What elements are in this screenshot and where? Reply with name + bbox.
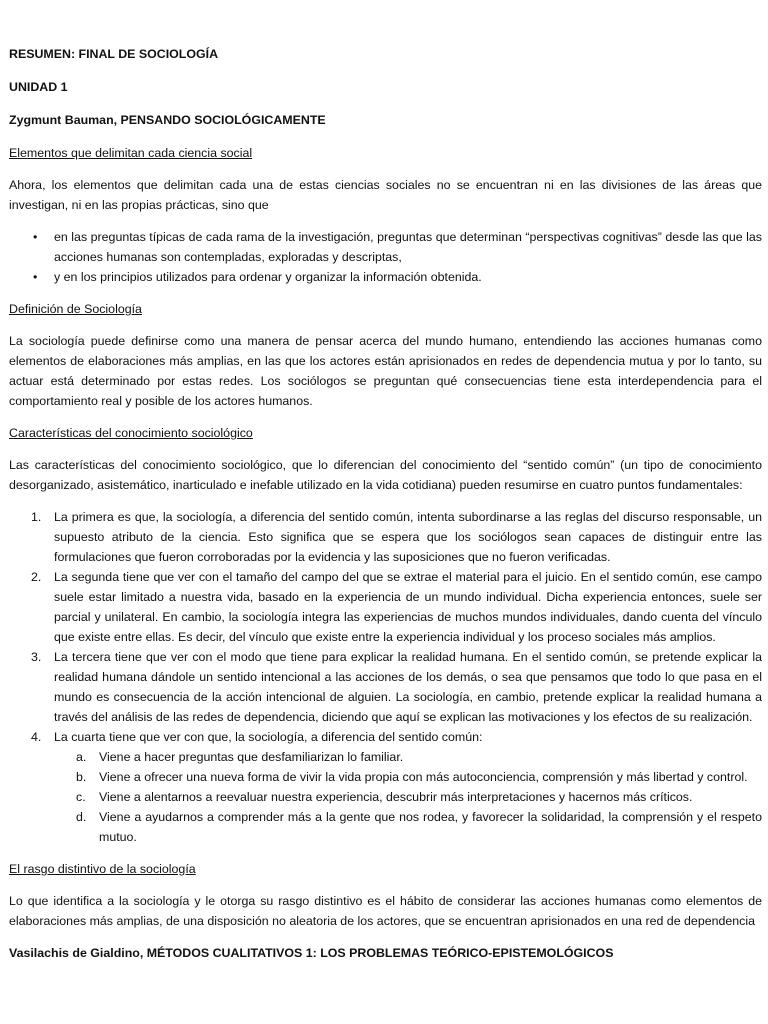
paragraph-caracteristicas-intro: Las características del conocimiento sociológico, que lo diferencian del conocimiento del “sentido común” (un tipo de conocimiento desorganizado, asistemático, inarticulado e inefable utilizado en la vida cotidiana) pueden resumirse en cuatro puntos fundamentales: — [9, 458, 762, 492]
section-heading-rasgo: El rasgo distintivo de la sociología — [9, 862, 196, 876]
sub-list-item-text: Viene a hacer preguntas que desfamiliarizan lo familiar. — [99, 750, 404, 764]
section-heading-elementos: Elementos que delimitan cada ciencia social — [9, 146, 253, 160]
sub-list-letter: d. — [76, 810, 87, 824]
numbered-list-caracteristicas — [9, 507, 762, 847]
unit-title: UNIDAD 1 — [9, 80, 68, 94]
list-item — [9, 647, 762, 727]
sub-list-item-text: Viene a ofrecer una nueva forma de vivir la vida propia con más autoconciencia, comprensión y más libertad y control. — [99, 770, 748, 784]
bullet-marker: • — [33, 270, 38, 284]
list-item — [9, 507, 762, 567]
bullet-list-elementos — [9, 227, 762, 287]
sub-list-item-text: Viene a alentarnos a reevaluar nuestra experiencia, descubrir más interpretaciones y hacernos más críticos. — [99, 790, 693, 804]
list-item-text: La primera es que, la sociología, a diferencia del sentido común, intenta subordinarse a las reglas del discurso responsable, un supuesto atributo de la ciencia. Esto significa que se espera que los sociólogos sean capaces de distinguir entre las formulaciones que fueron corroboradas por la evidencia y las suposiciones que no fueron verificadas. — [54, 510, 762, 564]
document-title: RESUMEN: FINAL DE SOCIOLOGÍA — [9, 47, 219, 61]
section-heading-caracteristicas: Características del conocimiento sociológico — [9, 426, 253, 440]
list-item — [9, 267, 762, 287]
sub-list-item-text: Viene a ayudarnos a comprender más a la gente que nos rodea, y favorecer la solidaridad, la comprensión y el respeto mutuo. — [99, 810, 762, 844]
list-item — [9, 567, 762, 647]
sub-list-item — [54, 807, 762, 847]
next-author-heading: Vasilachis de Gialdino, MÉTODOS CUALITATIVOS 1: LOS PROBLEMAS TEÓRICO-EPISTEMOLÓGICOS — [9, 946, 614, 960]
author-heading: Zygmunt Bauman, PENSANDO SOCIOLÓGICAMENTE — [9, 113, 326, 127]
section-heading-definicion: Definición de Sociología — [9, 302, 142, 316]
sub-list-item — [54, 787, 762, 807]
list-number: 1. — [31, 510, 42, 524]
paragraph-rasgo: Lo que identifica a la sociología y le otorga su rasgo distintivo es el hábito de considerar las acciones humanas como elementos de elaboraciones más amplias, de una disposición no aleatoria de los actores, que se encuentran aprisionados en una red de dependencia — [9, 894, 762, 928]
list-number: 2. — [31, 570, 42, 584]
list-item-text: y en los principios utilizados para ordenar y organizar la información obtenida. — [54, 270, 482, 284]
list-item — [9, 727, 762, 847]
sub-list-letter: a. — [76, 750, 87, 764]
sub-list-item — [54, 747, 762, 767]
paragraph-elementos-intro: Ahora, los elementos que delimitan cada una de estas ciencias sociales no se encuentran ni en las divisiones de las áreas que investigan, ni en las propias prácticas, sino que — [9, 178, 762, 212]
sub-list-letter: c. — [76, 790, 86, 804]
sub-list — [54, 747, 762, 847]
list-item-text: La cuarta tiene que ver con que, la sociología, a diferencia del sentido común: — [54, 730, 483, 744]
list-item-text: en las preguntas típicas de cada rama de la investigación, preguntas que determinan “perspectivas cognitivas” desde las que las acciones humanas son contempladas, exploradas y descriptas, — [54, 230, 762, 264]
list-item-text: La segunda tiene que ver con el tamaño del campo del que se extrae el material para el juicio. En el sentido común, ese campo suele estar limitado a nuestra vida, basado en la experiencia de un mundo individual. Dicha experiencia entonces, suele ser parcial y unilateral. En cambio, la sociología integra las experiencias de muchos mundos individuales, dando cuenta del vínculo que existe entre ellas. Es decir, del vínculo que existe entre la experiencia individual y los proceso sociales más amplios. — [54, 570, 762, 644]
list-number: 4. — [31, 730, 42, 744]
sub-list-letter: b. — [76, 770, 87, 784]
sub-list-item — [54, 767, 762, 787]
bullet-marker: • — [33, 230, 38, 244]
list-item — [9, 227, 762, 267]
paragraph-definicion: La sociología puede definirse como una manera de pensar acerca del mundo humano, entendiendo las acciones humanas como elementos de elaboraciones más amplias, en las que los actores están aprisionados en redes de dependencia mutua y por lo tanto, su actuar está determinado por estas redes. Los sociólogos se preguntan qué consecuencias tiene esta interdependencia para el comportamiento real y posible de los actores humanos. — [9, 334, 762, 408]
list-number: 3. — [31, 650, 42, 664]
list-item-text: La tercera tiene que ver con el modo que tiene para explicar la realidad humana. En el sentido común, se pretende explicar la realidad humana dándole un sentido intencional a las acciones de los demás, o sea que pensamos que todo lo que pasa en el mundo es consecuencia de la acción intencional de alguien. La sociología, en cambio, pretende explicar la realidad humana a través del análisis de las redes de dependencia, diciendo que aquí se explican las motivaciones y los efectos de su realización. — [54, 650, 762, 724]
